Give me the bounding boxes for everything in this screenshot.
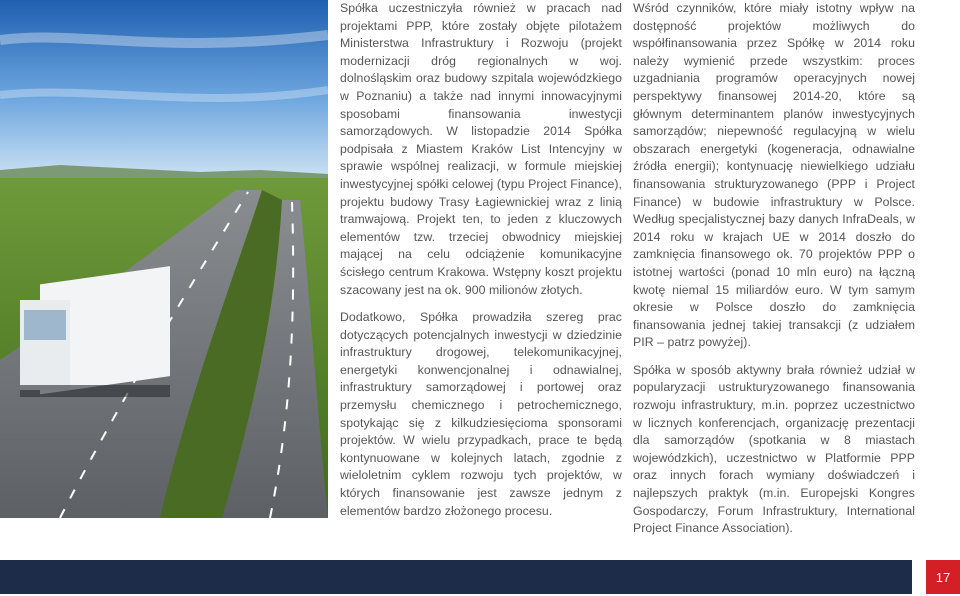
truck [20, 266, 170, 397]
paragraph: Spółka uczestniczyła również w pracach nad projektami PPP, które zostały objęte pilotażem Ministerstwa Infrastruktury i Rozwoju (projekt modernizacji dróg regionalnych w woj. dolnośląskim oraz budowy szpitala wojewódzkiego w Poznaniu) a także nad innymi innowacyjnymi sposobami finansowania inwestycji samorządowych. W listopadzie 2014 Spółka podpisała z Miastem Kraków List Intencyjny w sprawie wspólnej realizacji, w formule miejskiej inwestycyjnej spółki celowej (typu Project Finance), projektu budowy Trasy Łagiewnickiej wraz z linią tramwajową. Projekt ten, to jeden z kluczowych elementów tzw. trzeciej obwodnicy miejskiej mającej na celu odciążenie komunikacyjne ścisłego centrum Krakowa. Wstępny koszt projektu szacowany jest na ok. 900 milionów złotych. [340, 1, 622, 297]
footer-bar [0, 560, 912, 594]
paragraph: Spółka w sposób aktywny brała również udział w popularyzacji ustrukturyzowanego finansowania rozwoju infrastruktury, m.in. poprzez uczestnictwo w licznych konferencjach, organizację prezentacji dla samorządów (spotkania w 8 miastach wojewódzkich), uczestnictwo w Platformie PPP oraz innych forach wymiany doświadczeń i najlepszych praktyk (m.in. Europejski Kongres Gospodarczy, Forum Infrastruktury, International Project Finance Association). [633, 362, 915, 536]
highway-illustration [0, 0, 328, 518]
page-number: 17 [926, 560, 960, 594]
text-column-middle [340, 0, 622, 530]
text-column-right [633, 0, 915, 548]
paragraph: Wśród czynników, które miały istotny wpływ na dostępność projektów możliwych do współfinansowania przez Spółkę w 2014 roku należy wymienić przede wszystkim: proces uzgadniania programów operacyjnych nowej perspektywy finansowej 2014-20, które są głównym determinantem planów inwestycyjnych samorządów; niepewność regulacyjną w wielu obszarach energetyki (kogeneracja, odnawialne źródła energii); kontynuację niewielkiego udziału finansowania strukturyzowanego (PPP i Project Finance) w budowie infrastruktury w Polsce. Według specjalistycznej bazy danych InfraDeals, w 2014 roku w krajach UE w 2014 doszło do zamknięcia finansowego ok. 70 projektów PPP o istotnej wartości (ponad 10 mln euro) na łączną kwotę niemal 15 miliardów euro. W tym samym okresie w Polsce doszło do zamknięcia finansowania jednej takiej transakcji (z udziałem PIR – patrz powyżej). [633, 1, 915, 350]
highway-truck-photo [0, 0, 328, 518]
paragraph: Dodatkowo, Spółka prowadziła szereg prac dotyczących potencjalnych inwestycji w dziedzinie infrastruktury drogowej, telekomunikacyjnej, energetyki konwencjonalnej i odnawialnej, infrastruktury samorządowej i portowej oraz przemysłu chemicznego i petrochemicznego, spotykając się z kilkudziesięcioma sponsorami projektów. W wielu przypadkach, prace te będą kontynuowane w kolejnych latach, zgodnie z wieloletnim cyklem rozwoju tych projektów, w których finansowanie jest zawsze jednym z elementów bardzo złożonego procesu. [340, 310, 622, 518]
